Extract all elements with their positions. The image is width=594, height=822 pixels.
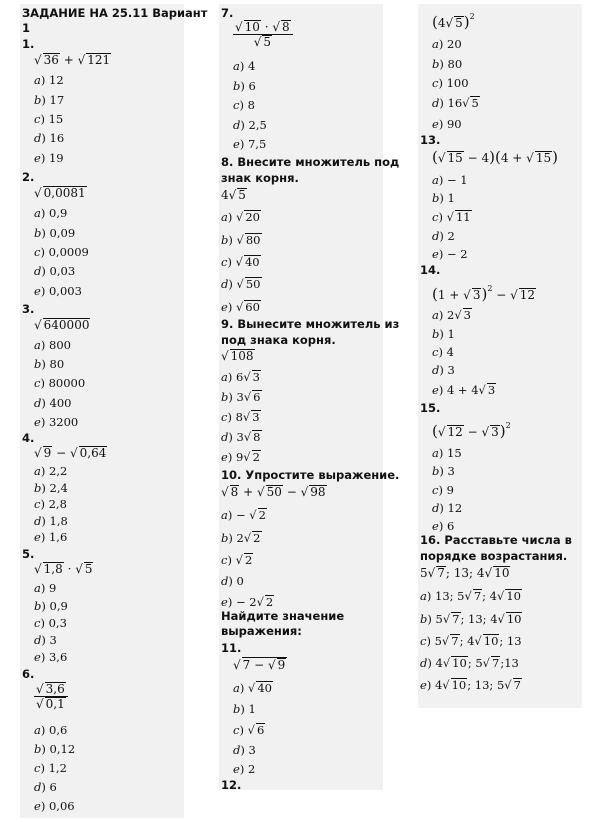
option: c) 5√ 7; 4√ 10; 13 [420,634,522,648]
option: b) 0,09 [34,226,76,240]
question-15-number: 15. [420,401,441,415]
question-3-expression: √ 640000 [34,318,90,332]
option: a) √ 20 [221,210,260,224]
question-6-number: 6. [22,667,35,681]
option: c) √ 40 [221,255,260,269]
option: e) 4 + 4√ 3 [432,383,496,397]
option: c) 8 [233,98,255,112]
question-12-number: 12. [221,778,242,792]
option: c) 9 [432,483,454,497]
question-15-expression: (√ 12 − √ 3)$^2$ [432,421,511,440]
option: c) √ 6 [233,723,265,737]
question-4-number: 4. [22,431,35,445]
question-7-expression: $\frac{√ 10 \cdot √ 8}{√ 5}$ [233,20,293,56]
option: c) 0,0009 [34,245,89,259]
question-9-expression: √ 108 [221,349,254,363]
option: e) − 2√ 2 [221,595,274,609]
option: e) 0,06 [34,799,75,813]
option: a) 20 [432,37,462,51]
option: b) 80 [432,57,463,71]
option: b) √ 80 [221,233,261,247]
option: a) 2,2 [34,464,68,478]
question-10-heading: 10. Упростите выражение. [221,468,400,482]
option: d) 400 [34,396,72,410]
question-11-number: 11. [221,641,242,655]
option: e) 7,5 [233,137,267,151]
option: d) 0 [221,574,244,588]
option: b) 1 [233,702,256,716]
option: d) 6 [34,780,57,794]
option: c) 0,3 [34,616,67,630]
column-2 [219,4,400,792]
option: e) 90 [432,117,462,131]
option: e) 19 [34,151,64,165]
column-1 [20,4,208,818]
option: a) 12 [34,73,64,87]
option: a) 0,6 [34,723,68,737]
question-4-expression: √ 9 − √ 0,64 [34,446,107,460]
option: b) 3√ 6 [221,390,261,404]
question-14-expression: (1 + √ 3)$^2$ − √ 12 [432,284,536,303]
question-16-heading: 16. Расставьте числа в [420,533,572,547]
option: d) 16 [34,131,65,145]
question-7-number: 7. [221,6,234,20]
option: b) 3 [432,464,455,478]
question-11-expression: √ 7 − √ 9 [233,658,286,672]
option: e) √ 60 [221,300,260,314]
question-1-expression: √ 36 + √ 121 [34,53,111,67]
option: a) 2√ 3 [432,308,471,322]
option: d) 3 [432,363,455,377]
option: c) √ 11 [432,210,471,224]
variant-number: 1 [22,21,31,35]
find-value-heading: Найдите значение [221,609,345,623]
option: a) 4 [233,59,256,73]
option: b) 0,9 [34,599,68,613]
option: d) 2 [432,229,455,243]
option: d) 2,5 [233,118,267,132]
option: a) 800 [34,338,71,352]
option: d) √ 50 [221,277,261,291]
option: a) 13; 5√ 7; 4√ 10 [420,589,521,603]
question-8-heading-2: знак корня. [221,171,299,185]
option: b) 5√ 7; 13; 4√ 10 [420,612,522,626]
option: b) 1 [432,327,455,341]
option: a) − 1 [432,173,468,187]
option: a) 15 [432,446,462,460]
option: c) 15 [34,112,64,126]
question-8-expression: 4√ 5 [221,188,246,202]
option: e) 4√ 10; 13; 5√ 7 [420,678,521,692]
question-12-expression: (4√ 5)$^2$ [432,12,475,31]
option: d) 3 [34,633,57,647]
option: e) 9√ 2 [221,450,260,464]
option: e) 2 [233,762,256,776]
option: a) − √ 2 [221,508,266,522]
option: b) 2,4 [34,481,68,495]
option: d) 0,03 [34,264,76,278]
option: b) 0,12 [34,742,76,756]
option: c) √ 2 [221,553,253,567]
option: a) √ 40 [233,681,272,695]
option: b) 80 [34,357,65,371]
question-3-number: 3. [22,302,35,316]
option: e) 3,6 [34,650,68,664]
option: b) 1 [432,191,455,205]
question-2-expression: √ 0,0081 [34,186,86,200]
option: d) 16√ 5 [432,96,479,110]
option: d) 12 [432,501,463,515]
option: a) 9 [34,581,57,595]
option: d) 3 [233,743,256,757]
question-10-expression: √ 8 + √ 50 − √ 98 [221,485,326,499]
option: c) 8√ 3 [221,410,260,424]
question-2-number: 2. [22,170,35,184]
question-6-expression: $\frac{√ 3,6}{√ 0,1}$ [34,682,68,718]
option: e) 0,003 [34,284,82,298]
find-value-heading-2: выражения: [221,624,302,638]
question-9-heading: 9. Вынесите множитель из [221,317,400,331]
column-3 [418,4,582,708]
option: a) 6√ 3 [221,370,260,384]
option: b) 2√ 2 [221,531,261,545]
option: e) − 2 [432,247,468,261]
question-5-number: 5. [22,547,35,561]
option: c) 2,8 [34,497,67,511]
question-13-number: 13. [420,133,441,147]
question-5-expression: √ 1,8 · √ 5 [34,562,93,576]
question-9-heading-2: под знака корня. [221,333,336,347]
option: d) 3√ 8 [221,430,261,444]
question-14-number: 14. [420,263,441,277]
question-16-expression: 5√ 7; 13; 4√ 10 [420,566,510,580]
option: d) 1,8 [34,514,68,528]
option: e) 1,6 [34,530,68,544]
option: b) 17 [34,93,65,107]
assignment-title: ЗАДАНИЕ НА 25.11 Вариант [22,6,208,20]
question-8-heading: 8. Внесите множитель под [221,155,400,169]
option: c) 80000 [34,376,86,390]
option: d) 4√ 10; 5√ 7;13 [420,656,519,670]
option: b) 6 [233,79,256,93]
option: c) 4 [432,345,454,359]
option: a) 0,9 [34,206,68,220]
option: e) 6 [432,519,455,533]
option: e) 3200 [34,415,79,429]
option: c) 100 [432,76,469,90]
question-13-expression: (√ 15 − 4)(4 + √ 15) [432,148,558,166]
question-16-heading-2: порядке возрастания. [420,549,568,563]
question-1-number: 1. [22,37,35,51]
option: c) 1,2 [34,761,67,775]
